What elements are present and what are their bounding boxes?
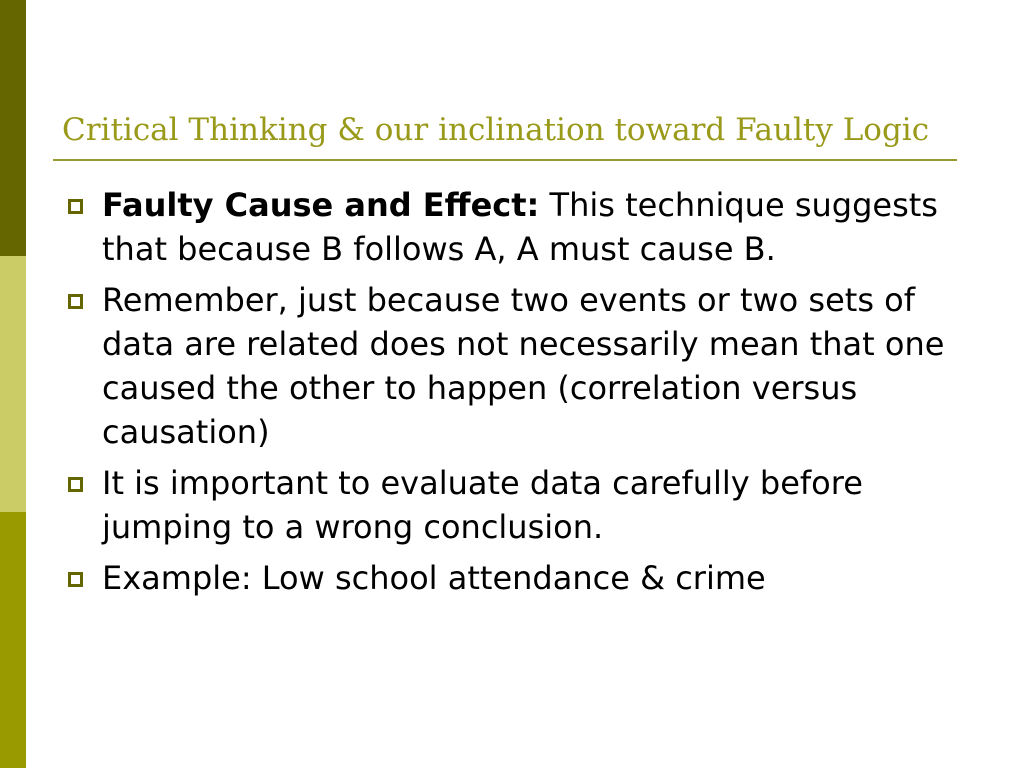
side-bar-middle-segment [0, 256, 26, 512]
title-underline-rule [53, 159, 957, 161]
hollow-square-bullet-icon [68, 572, 83, 587]
bullet-text: Remember, just because two events or two sets of data are related does not necessarily mean that one caused the other to happen (correlation versus causation) [102, 281, 945, 451]
bullet-text: Example: Low school attendance & crime [102, 559, 766, 597]
slide-side-bar [0, 0, 26, 768]
bullet-item-example [62, 556, 972, 600]
bullet-text: It is important to evaluate data carefully before jumping to a wrong conclusion. [102, 464, 863, 546]
slide-title: Critical Thinking & our inclination toward Faulty Logic [62, 112, 930, 148]
bullet-bold-lead: Faulty Cause and Effect: [102, 186, 540, 224]
side-bar-top-segment [0, 0, 26, 256]
bullet-list [62, 183, 972, 607]
side-bar-bottom-segment [0, 512, 26, 768]
bullet-item-evaluate-data [62, 461, 972, 549]
hollow-square-bullet-icon [68, 477, 83, 492]
hollow-square-bullet-icon [68, 199, 83, 214]
bullet-text: This technique suggests that because B follows A, A must cause B. [102, 186, 938, 268]
bullet-item-faulty-cause-effect [62, 183, 972, 271]
bullet-item-correlation [62, 278, 972, 454]
hollow-square-bullet-icon [68, 294, 83, 309]
